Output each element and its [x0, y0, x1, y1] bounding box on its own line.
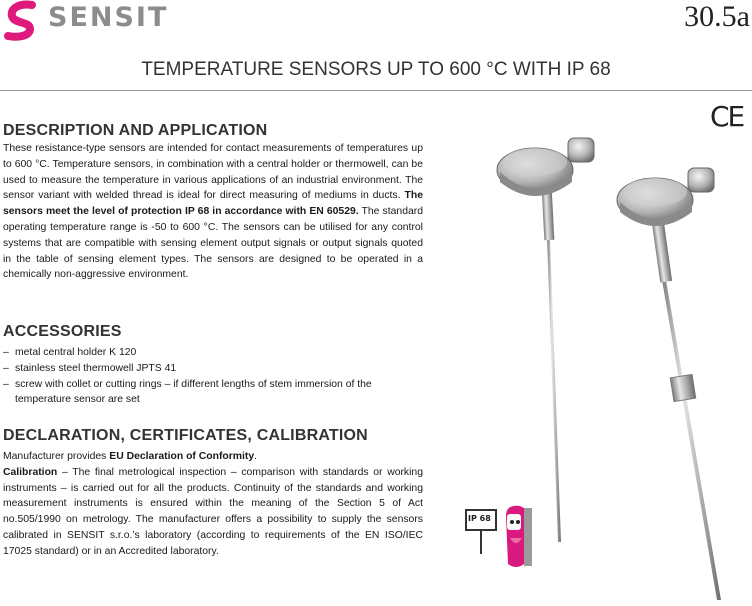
declaration-heading: DECLARATION, CERTIFICATES, CALIBRATION [3, 427, 368, 444]
calibration-text [3, 465, 423, 560]
eu-declaration-bold: EU Declaration of Conformity [109, 451, 255, 462]
declaration-line-post: . [254, 451, 258, 462]
header-divider [0, 90, 752, 91]
calibration-body: – The final metrological inspection – comparison with standards or working instruments – is carried out for all the products. Continuity of the standards and working measurement instruments is ensured within the meaning of the Section 5 of Act no.505/1990 on metrology. The manufacturer offers a possibility to supply the sensors calibrated in SENSIT s.r.o.’s laboratory (according to requirements of the EN ISO/IEC 17025 standard) or in an Accredited laboratory. [3, 466, 423, 557]
description-text [3, 141, 423, 283]
declaration-section [3, 427, 423, 560]
declaration-text [3, 449, 423, 465]
description-section [3, 122, 423, 283]
sensor-left [497, 138, 594, 542]
accessories-heading: ACCESSORIES [3, 323, 122, 340]
brand-name: SENSIT [48, 2, 169, 33]
list-item: – screw with collet or cutting rings – if different lengths of stem immersion of the temperature sensor are set [3, 377, 423, 409]
calibration-label: Calibration [3, 466, 58, 478]
list-item: – metal central holder K 120 [3, 345, 423, 361]
ip68-badge [462, 504, 550, 576]
sensit-logo [2, 0, 172, 44]
description-text-bold: The sensors meet the level of protection IP 68 in accordance with EN 60529. [3, 190, 423, 218]
accessories-section [3, 323, 423, 408]
accessories-list [3, 345, 423, 408]
page-title: TEMPERATURE SENSORS UP TO 600 °C WITH IP 68 [141, 59, 611, 80]
description-text-part1: These resistance-type sensors are intended for contact measurements of temperatures up to 600 °C. Temperature sensors, in combination with a central holder or thermowell, can be used to measure the temperature in various applications of an industrial environment. The sensor variant with welded thread is ideal for direct measuring of mediums in ducts. [3, 143, 423, 202]
page-number: 30.5a [684, 0, 750, 33]
ce-mark: CE [710, 100, 744, 133]
description-heading: DESCRIPTION AND APPLICATION [3, 122, 268, 139]
list-item: – stainless steel thermowell JPTS 41 [3, 361, 423, 377]
sensor-right [617, 168, 721, 600]
declaration-line-pre: Manufacturer provides [3, 451, 110, 462]
description-text-part2: The standard operating temperature range is -50 to 600 °C. The sensors can be utilised for any control systems that are compatible with sensing element output signals or output signals quoted in the table of sensing element types. The sensors are designed to be operated in a chemically non-aggressive environment. [3, 206, 423, 281]
ip68-label: IP 68 [468, 514, 491, 523]
sensit-s-icon [2, 0, 46, 44]
